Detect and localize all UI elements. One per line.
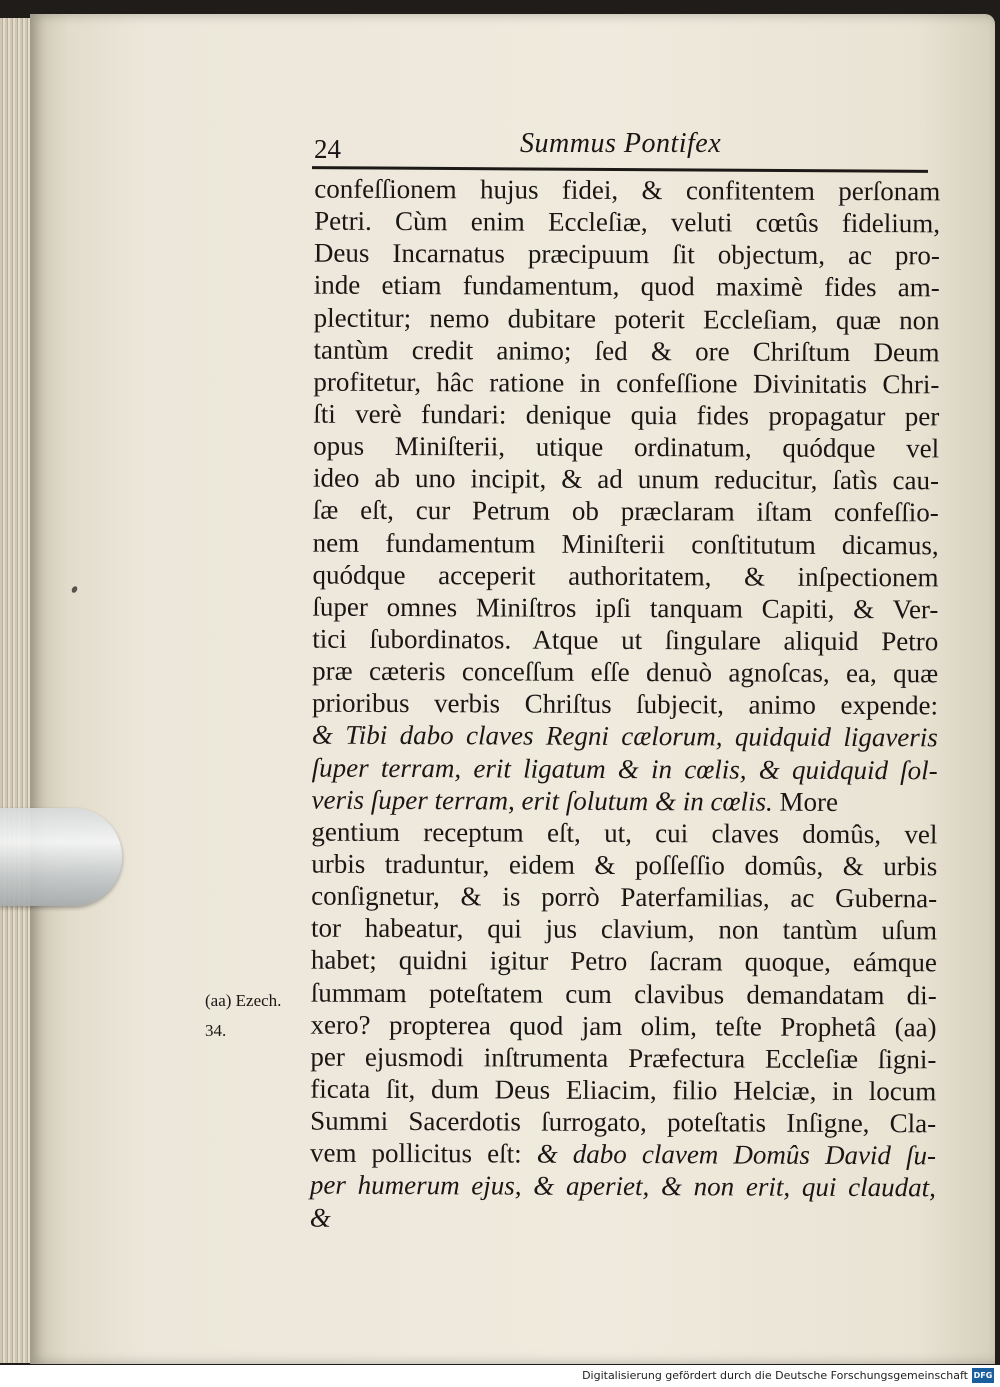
text-line [313,430,939,465]
marginal-note [205,986,281,1046]
text-line [310,1201,936,1236]
text-line [311,880,937,915]
text-line [313,333,939,368]
text-line [312,783,938,818]
text-line [311,944,937,979]
text-line [312,655,938,690]
body-text [310,173,945,1236]
text-line [311,848,937,883]
text-segment: Deus Incarnatus præcipuum ſit objectum, ac pro- [313,237,941,271]
text-segment: ſuper omnes Miniſtros ipſi tanquam Capiti, & Ver- [312,591,939,625]
text-segment: confeſſionem hujus fidei, & confitentem perſonam [314,173,941,207]
text-line [310,1169,936,1204]
text-line [314,173,940,208]
text-line [313,462,939,497]
text-line [310,1137,936,1172]
page-header [312,128,927,168]
text-line [314,205,940,240]
text-line [311,912,937,947]
text-segment: ſummam poteſtatem cum clavibus demandatam di- [310,977,937,1010]
text-segment: tor habeatur, qui jus clavium, non tantùm uſum [310,912,938,946]
footer-bar [0,1365,1000,1387]
text-line [314,237,940,272]
italic-segment: & Tibi dabo claves Regni cælorum, quidquid ligaveris [311,720,938,753]
text-segment: ſæ eſt, cur Petrum ob præclaram iſtam confeſſio- [312,495,939,528]
text-line [312,623,938,658]
text-segment: ficata ſit, dum Deus Eliacim, filio Helciæ, in locum [310,1073,937,1107]
funding-credit: Digitalisierung gefördert durch die Deutsche Forschungsgemeinschaft [582,1369,968,1382]
marginal-note-verse: 34. [205,1021,227,1040]
marginal-note-ref: (aa) Ezech. [205,991,282,1010]
text-segment: More [772,786,839,817]
text-line [314,269,940,304]
text-segment: Petri. Cùm enim Eccleſiæ, veluti cœtûs fidelium, [314,205,941,239]
text-segment: nem fundamentum Miniſterii conſtitutum dicamus, [312,527,939,560]
text-segment: vem pollicitus eſt: [309,1137,537,1169]
italic-segment: per humerum ejus, & aperiet, & non erit, qui claudat, [309,1169,936,1203]
text-segment: plectitur; nemo dubitare poterit Eccleſiam, quæ non [313,302,940,335]
text-segment: opus Miniſterii, utique ordinatum, quódque vel [313,430,940,464]
text-line [312,590,938,625]
italic-segment: ſuper terram, erit ligatum & in cœlis, & quidquid ſol- [311,752,938,785]
running-head: Summus Pontifex [520,128,722,159]
text-segment: inde etiam fundamentum, quod maximè fides am- [313,270,940,303]
text-line [312,558,938,593]
text-segment: xero? propterea quod jam olim, teſte Prophetâ (aa) [310,1009,937,1043]
text-line [313,526,939,561]
text-line [310,1105,936,1140]
text-line [313,365,939,400]
italic-segment: veris ſuper terram, erit ſolutum & in cœlis. [311,784,773,817]
text-segment: tantùm credit animo; ſed & ore Chriſtum Deum [313,334,940,368]
text-segment: quódque acceperit authoritatem, & inſpectionem [312,559,939,593]
text-segment: ſti verè fundari: denique quia fides propagatur per [313,398,940,432]
text-segment: conſignetur, & is porrò Paterfamilias, ac Guberna- [311,880,938,914]
text-segment: per ejusmodi inſtrumenta Præfectura Eccleſiæ ſigni- [310,1041,937,1075]
text-segment: habet; quidni igitur Petro ſacram quoque, eámque [310,944,937,978]
text-line [312,719,938,754]
text-segment: præ cæteris conceſſum eſſe denuò agnoſcas, ea, quæ [312,655,939,689]
text-line [311,815,937,850]
dfg-logo: DFG [972,1368,994,1383]
page-clip [0,808,122,906]
text-line [310,1040,936,1075]
text-segment: prioribus verbis Chriſtus ſubjecit, animo expende: [311,687,939,721]
text-line [310,1073,936,1108]
text-segment: ideo ab uno incipit, & ad unum reducitur, ſatìs cau- [312,462,940,496]
text-segment: urbis traduntur, eidem & poſſeſſio domûs, & urbis [311,848,938,882]
text-line [312,751,938,786]
text-segment: Summi Sacerdotis ſurrogato, poteſtatis Inſigne, Cla- [310,1105,937,1139]
text-line [313,494,939,529]
text-line [311,1008,937,1043]
italic-segment: & dabo clavem Domûs David ſu- [536,1138,937,1171]
italic-segment: & [309,1202,331,1233]
text-line [312,687,938,722]
text-line [313,398,939,433]
text-segment: tici ſubordinatos. Atque ut ſingulare aliquid Petro [312,623,939,657]
text-segment: profitetur, hâc ratione in confeſſione Divinitatis Chri- [313,366,940,400]
text-line [314,301,940,336]
text-segment: gentium receptum eſt, ut, cui claves domûs, vel [311,816,938,850]
page-number: 24 [314,134,341,164]
text-line [311,976,937,1011]
